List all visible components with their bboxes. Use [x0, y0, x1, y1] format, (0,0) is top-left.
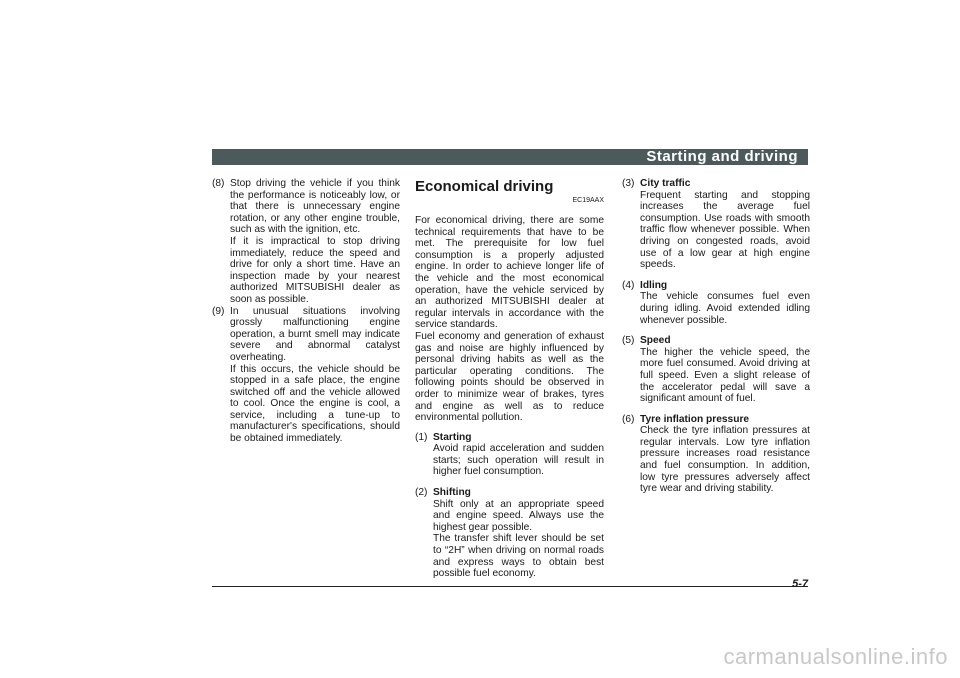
item-paragraph: The vehicle consumes fuel even during idling. Avoid extended idling whenever possible. — [640, 291, 810, 326]
item-title: Speed — [640, 335, 671, 347]
item-paragraph: If it is impractical to stop driving immediately, reduce the speed and drive for only a short time. Have an inspection made by your nearest authorized MITSUBISHI dealer as soon as possible. — [230, 235, 400, 305]
item-number: (4) — [622, 279, 635, 291]
left-column — [212, 178, 400, 445]
item-number: (2) — [415, 487, 428, 499]
list-item-9 — [212, 306, 400, 445]
item-title: Starting — [433, 431, 472, 443]
item-paragraph: If this occurs, the vehicle should be stopped in a safe place, the engine switched off and the vehicle allowed to cool. Once the engine is cool, a service, including a tune-up to manufacturer's specifications, should be obtained immediately. — [230, 363, 400, 445]
item-paragraph: Avoid rapid acceleration and sudden starts; such operation will result in higher fuel consumption. — [433, 443, 604, 478]
item-number: (5) — [622, 335, 635, 347]
list-item-idling — [622, 280, 810, 326]
item-paragraph: Stop driving the vehicle if you think the performance is noticeably low, or that there is unnecessary engine rotation, or any other engine trouble, such as with the ignition, etc. — [230, 178, 400, 236]
item-paragraph: Check the tyre inflation pressures at regular intervals. Low tyre inflation pressure increases road resistance and fuel consumption. In addition, low tyre pressures adversely affect tyre wear and driving stability. — [640, 425, 810, 495]
item-paragraph: The transfer shift lever should be set to “2H” when driving on normal roads and express ways to obtain best possible fuel economy. — [433, 533, 604, 580]
item-title: Shifting — [433, 487, 471, 499]
section-header-title: Starting and driving — [646, 148, 798, 165]
list-item-tyre-pressure — [622, 414, 810, 495]
list-item-city-traffic — [622, 178, 810, 271]
section-title: Economical driving — [415, 178, 554, 195]
list-item-8 — [212, 178, 400, 306]
item-paragraph: The higher the vehicle speed, the more fuel consumed. Avoid driving at full speed. Even a slight release of the accelerator pedal will save a significant amount of fuel. — [640, 346, 810, 405]
list-item-shifting — [415, 487, 604, 580]
right-column — [622, 178, 810, 504]
item-title: City traffic — [640, 178, 691, 189]
section-header-bar — [212, 149, 808, 165]
list-item-speed — [622, 335, 810, 405]
item-number: (6) — [622, 413, 635, 425]
item-paragraph: Shift only at an appropriate speed and engine speed. Always use the highest gear possible. — [433, 498, 604, 533]
item-number: (1) — [415, 431, 428, 443]
item-paragraph: Frequent starting and stopping increases the average fuel consumption. Use roads with smooth traffic flow whenever possible. When driving on congested roads, avoid use of a low gear at high engine speeds. — [640, 189, 810, 271]
intro-paragraph: For economical driving, there are some technical requirements that have to be met. The prerequisite for low fuel consumption is a properly adjusted engine. In order to achieve longer life of the vehicle and the most economical operation, have the vehicle serviced by an authorized MITSUBISHI dealer at regular intervals in accordance with the service standards. — [415, 215, 604, 331]
watermark: carmanualsonline.info — [723, 644, 948, 669]
item-number: (3) — [622, 178, 635, 189]
middle-column — [415, 178, 604, 589]
section-code: EC19AAX — [572, 197, 604, 204]
item-number: (9) — [212, 305, 225, 317]
intro-paragraph: Fuel economy and generation of exhaust gas and noise are highly influenced by personal driving habits as well as the particular operating conditions. The following points should be observed in order to minimize wear of brakes, tyres and engine as well as to reduce environmental pollution. — [415, 330, 604, 424]
item-paragraph: In unusual situations involving grossly malfunctioning engine operation, a burnt smell may indicate severe and abnormal catalyst overheating. — [230, 305, 400, 363]
item-title: Idling — [640, 279, 668, 291]
item-title: Tyre inflation pressure — [640, 413, 750, 425]
footer-rule — [212, 586, 808, 587]
intro-text — [415, 215, 604, 424]
item-number: (8) — [212, 178, 225, 189]
page-number: 5-7 — [792, 578, 808, 590]
list-item-starting — [415, 432, 604, 478]
